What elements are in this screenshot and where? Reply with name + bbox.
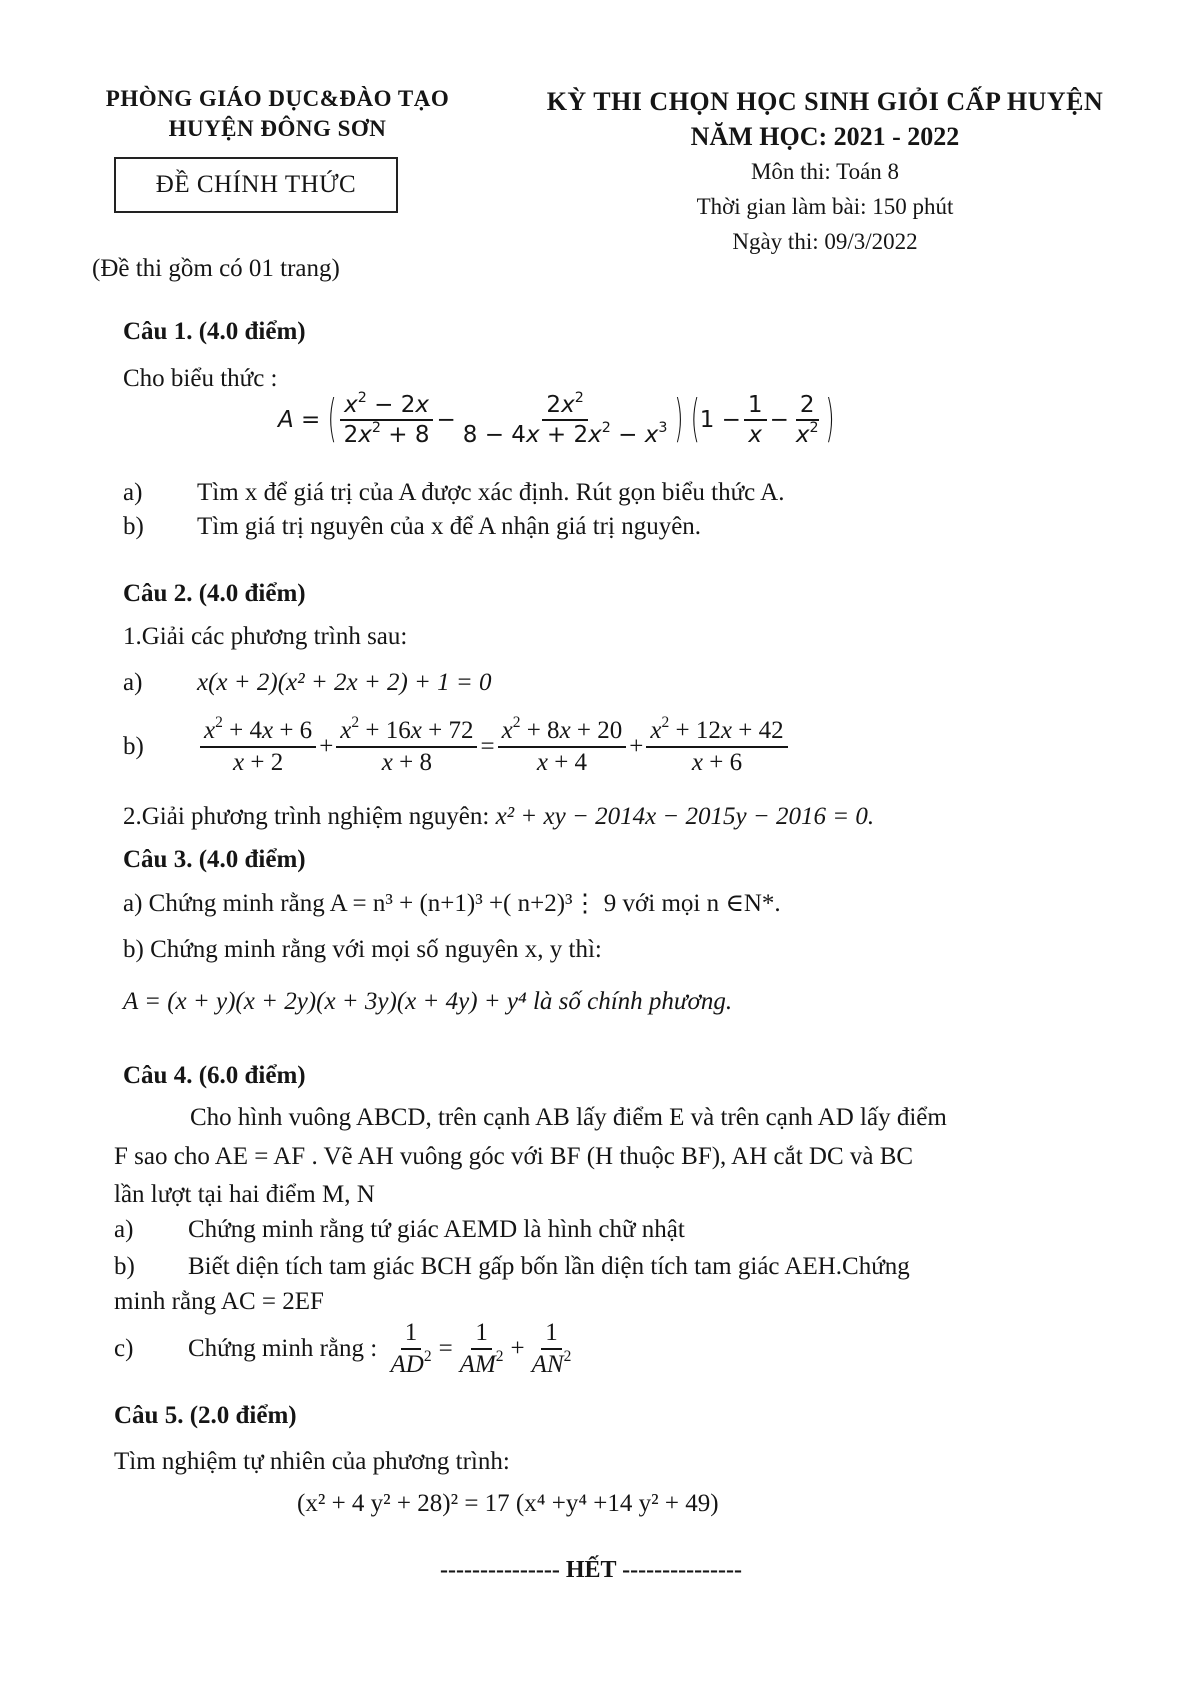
official-label: ĐỀ CHÍNH THỨC (155, 171, 357, 198)
label-c: c) (114, 1335, 134, 1363)
q4-paragraph-line3: lần lượt tại hai điểm M, N (114, 1181, 375, 1208)
q2-part2-equation: x² + xy − 2014x − 2015y − 2016 = 0. (495, 803, 875, 830)
label-a: a) (123, 479, 143, 506)
q4-paragraph-line1: Cho hình vuông ABCD, trên cạnh AB lấy điểm E và trên cạnh AD lấy điểm (190, 1104, 947, 1131)
q2-part2: 2.Giải phương trình nghiệm nguyên: x² + xy − 2014x − 2015y − 2016 = 0. (123, 803, 875, 830)
label-a: a) (114, 1216, 134, 1243)
q2-part1: 1.Giải các phương trình sau: (123, 623, 408, 650)
end-marker: --------------- HẾT --------------- (440, 1557, 743, 1583)
pages-note: (Đề thi gồm có 01 trang) (92, 255, 340, 282)
q3-part-a: a) Chứng minh rằng A = n³ + (n+1)³ +( n+2)³⋮ 9 với mọi n ∈N*. (123, 890, 781, 917)
label-a: a) (123, 669, 143, 696)
q4-part-b-cont: minh rằng AC = 2EF (114, 1288, 324, 1315)
q1-expression: A = ( $\frac{x^2 - 2x}{2x^2 + 8}$ − $\frac{2x^2}{8 - 4x + 2x^2 - x^3}$ ) ( 1 − $\frac{1}{x}$ − $\frac{2}{x^2}$ ) (278, 389, 835, 449)
q5-title: Câu 5. (2.0 điểm) (114, 1402, 297, 1429)
subject: Môn thi: Toán 8 (750, 159, 900, 184)
q1-title: Câu 1. (4.0 điểm) (123, 318, 306, 345)
q1-intro: Cho biểu thức : (123, 365, 278, 392)
label-b: b) (114, 1253, 135, 1280)
official-stamp (114, 157, 398, 213)
dept-line2: HUYỆN ĐÔNG SƠN (168, 116, 387, 141)
duration: Thời gian làm bài: 150 phút (696, 194, 954, 219)
q1-part-b: b) Tìm giá trị nguyên của x để A nhận giá trị nguyên. (123, 513, 702, 540)
q2-part-b: b) $\frac{x^2 + 4x + 6}{x + 2}$ + $\frac{x^2 + 16x + 72}{x + 8}$ = $\frac{x^2 + 8x + 20}{x + 4}$ + $\frac{x^2 + 12x + 42}{x + 6}$ (123, 718, 791, 777)
q4-part-b: b) Biết diện tích tam giác BCH gấp bốn lần diện tích tam giác AEH.Chứng (114, 1253, 910, 1280)
q2-part-a: a) x(x + 2)(x² + 2x + 2) + 1 = 0 (123, 669, 492, 696)
q1-part-a: a) Tìm x để giá trị của A được xác định. Rút gọn biểu thức A. (123, 479, 785, 506)
q4-part-c: c) Chứng minh rằng : $\frac{1}{AD^2}$ = $\frac{1}{AM^2}$ + $\frac{1}{AN^2}$ (114, 1319, 572, 1379)
exam-title: KỲ THI CHỌN HỌC SINH GIỎI CẤP HUYỆN (546, 87, 1104, 116)
q5-equation: (x² + 4 y² + 28)² = 17 (x⁴ +y⁴ +14 y² + 49) (297, 1490, 719, 1517)
q4-part-a: a) Chứng minh rằng tứ giác AEMD là hình chữ nhật (114, 1216, 685, 1243)
q3-part-b-equation: A = (x + y)(x + 2y)(x + 3y)(x + 4y) + y⁴ là số chính phương. (123, 988, 733, 1015)
label-b: b) (123, 513, 144, 540)
q2-title: Câu 2. (4.0 điểm) (123, 580, 306, 607)
q3-part-b: b) Chứng minh rằng với mọi số nguyên x, y thì: (123, 936, 602, 963)
q4-title: Câu 4. (6.0 điểm) (123, 1062, 306, 1089)
label-b: b) (123, 733, 144, 761)
exam-date: Ngày thi: 09/3/2022 (732, 229, 918, 254)
exam-header (495, 84, 1155, 259)
department-header (90, 84, 465, 144)
school-year: NĂM HỌC: 2021 - 2022 (690, 122, 960, 151)
q4-paragraph-line2: F sao cho AE = AF . Vẽ AH vuông góc với BF (H thuộc BF), AH cắt DC và BC (114, 1143, 914, 1170)
q5-intro: Tìm nghiệm tự nhiên của phương trình: (114, 1448, 510, 1475)
dept-line1: PHÒNG GIÁO DỤC&ĐÀO TẠO (105, 86, 450, 111)
q3-title: Câu 3. (4.0 điểm) (123, 846, 306, 873)
